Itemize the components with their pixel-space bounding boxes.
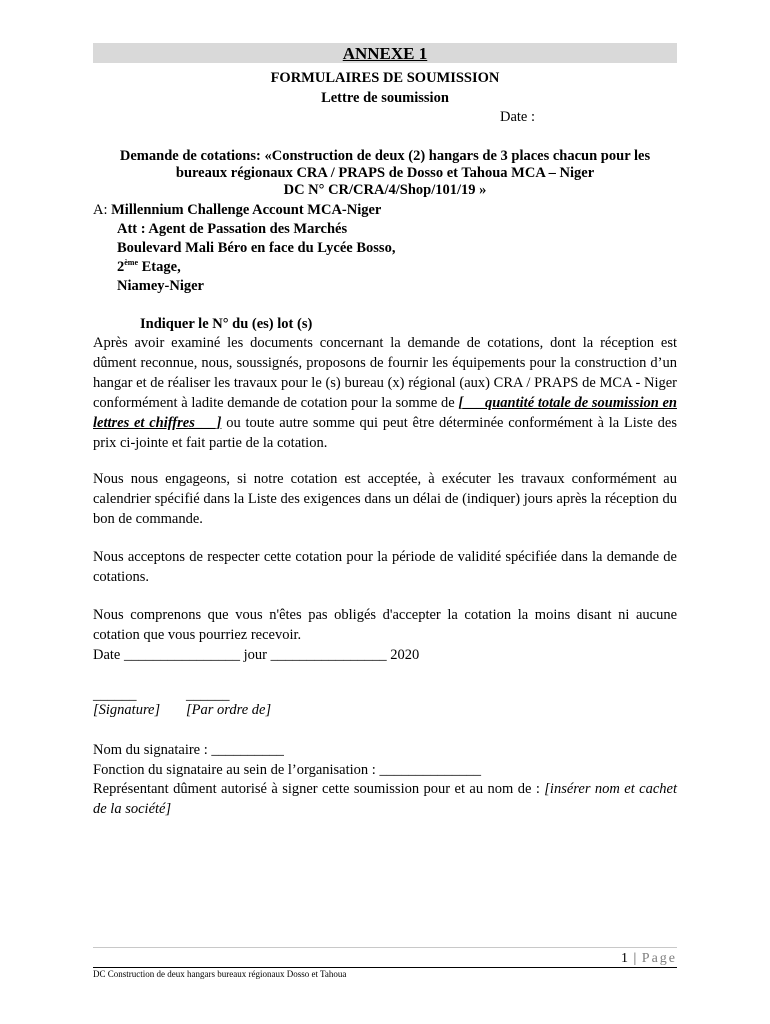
footer-divider-top	[93, 947, 677, 948]
signatory-name-field: Nom du signataire : __________	[93, 742, 284, 758]
signatory-function-field: Fonction du signataire au sein de l’organisation : ______________	[93, 762, 481, 778]
demande-line-3: DC N° CR/CRA/4/Shop/101/19 »	[283, 182, 487, 198]
paragraph-4: Nous comprenons que vous n'êtes pas obligés d'accepter la cotation la moins disant ni aucune cotation que vous pourriez recevoir.	[93, 607, 677, 643]
par-ordre-label: [Par ordre de]	[186, 702, 272, 718]
address-recipient: Millennium Challenge Account MCA-Niger	[111, 202, 382, 218]
demande-line-2: bureaux régionaux CRA / PRAPS de Dosso et Tahoua MCA – Niger	[175, 165, 595, 181]
demande-block	[93, 148, 677, 199]
paragraph-3: Nous acceptons de respecter cette cotation pour la période de validité spécifiée dans la demande de cotations.	[93, 549, 677, 585]
address-floor: 2ème Etage,	[117, 258, 181, 275]
representative-field: Représentant dûment autorisé à signer cette soumission pour et au nom de : [insérer nom et cachet de la société]	[93, 781, 677, 817]
amount-placeholder: [___quantité totale de soumission en lettres et chiffres___]	[93, 395, 677, 431]
footer-divider	[93, 967, 677, 968]
date-line: Date ________________ jour ________________ 2020	[93, 647, 420, 663]
signature-line: ______	[93, 687, 137, 703]
address-street: Boulevard Mali Béro en face du Lycée Bosso,	[117, 240, 396, 256]
par-ordre-line: ______	[186, 687, 230, 703]
paragraph-2: Nous nous engageons, si notre cotation est acceptée, à exécuter les travaux conformément au calendrier spécifié dans la Liste des exigences dans un délai de (indiquer) jours après la réception du bon de commande.	[93, 471, 677, 527]
date-label: Date :	[500, 109, 536, 125]
demande-line-1: Demande de cotations: «Construction de deux (2) hangars de 3 places chacun pour les	[119, 148, 651, 164]
address-prefix: A:	[93, 202, 112, 218]
paragraph-1: Après avoir examiné les documents concernant la demande de cotations, dont la réception est dûment reconnue, nous, soussignés, proposons de fournir les équipements pour la construction d’un hangar et de réaliser les travaux pour le (s) bureau (x) régional (aux) CRA / PRAPS de MCA - Niger conformément à ladite demande de cotation pour la somme de [___quantité totale de soumission en lettres et chiffres___] ou toute autre somme qui peut être déterminée conformément à la Liste des prix ci-jointe et fait partie de la cotation.	[93, 335, 677, 451]
lot-instruction: Indiquer le N° du (es) lot (s)	[140, 316, 313, 332]
form-title: FORMULAIRES DE SOUMISSION	[270, 70, 500, 86]
address-city: Niamey-Niger	[117, 278, 204, 294]
footer-doc-ref: DC Construction de deux hangars bureaux régionaux Dosso et Tahoua	[93, 969, 347, 979]
address-att: Att : Agent de Passation des Marchés	[117, 221, 348, 237]
form-subtitle: Lettre de soumission	[321, 90, 449, 106]
address-recipient-line	[93, 201, 381, 220]
company-stamp-placeholder: [insérer nom et cachet de la société]	[93, 781, 677, 817]
page-number: 1 | Page	[620, 951, 677, 966]
signature-label: [Signature]	[93, 702, 161, 718]
annexe-heading: ANNEXE 1	[93, 43, 677, 63]
